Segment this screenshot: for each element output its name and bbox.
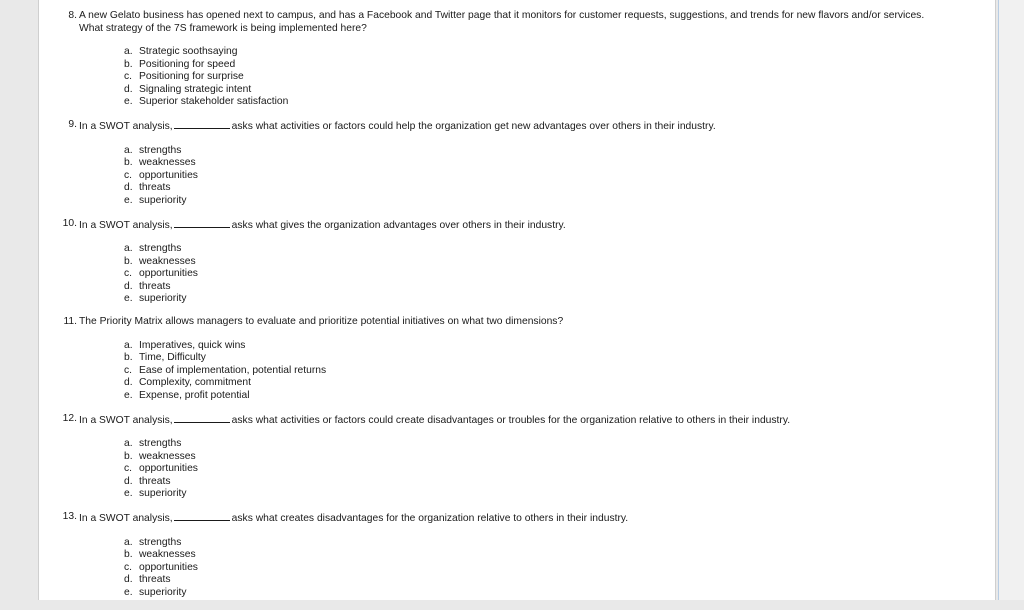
option-letter: c. — [124, 364, 133, 376]
option-text: superiority — [139, 586, 187, 598]
option-d[interactable] — [124, 476, 979, 489]
option-c[interactable] — [124, 365, 979, 378]
question-text — [79, 119, 979, 134]
option-letter: a. — [124, 243, 133, 254]
question-12 — [59, 413, 979, 501]
answer-options — [79, 438, 979, 501]
option-text: Strategic soothsaying — [139, 46, 238, 57]
option-letter: b. — [124, 549, 133, 560]
option-d[interactable] — [124, 574, 979, 587]
question-9 — [59, 119, 979, 207]
answer-blank — [174, 413, 230, 423]
option-d[interactable] — [124, 182, 979, 195]
option-a[interactable] — [124, 438, 979, 451]
option-letter: d. — [124, 574, 133, 585]
option-text: opportunities — [139, 268, 198, 279]
option-letter: e. — [124, 293, 133, 304]
option-text: weaknesses — [139, 450, 196, 462]
question-text-line-1: The Priority Matrix allows managers to evaluate and prioritize potential initiatives on what two dimensions? — [79, 316, 564, 327]
option-letter: a. — [124, 536, 133, 548]
option-letter: c. — [124, 268, 133, 279]
option-text: threats — [139, 182, 171, 193]
answer-options — [79, 145, 979, 208]
option-e[interactable] — [124, 390, 979, 403]
option-letter: d. — [124, 280, 133, 292]
option-d[interactable] — [124, 377, 979, 390]
option-letter: c. — [124, 169, 133, 181]
option-letter: e. — [124, 586, 133, 598]
answer-options — [79, 537, 979, 600]
option-text: Ease of implementation, potential returns — [139, 364, 327, 376]
question-number: 13. — [62, 511, 77, 522]
question-suffix: asks what creates disadvantages for the organization relative to others in their industry. — [231, 513, 629, 524]
option-text: Imperatives, quick wins — [139, 339, 246, 351]
option-text: Expense, profit potential — [139, 389, 250, 401]
option-a[interactable] — [124, 537, 979, 550]
answer-options — [79, 243, 979, 306]
option-e[interactable] — [124, 293, 979, 306]
option-letter: e. — [124, 488, 133, 499]
question-prefix: In a SWOT analysis, — [79, 513, 173, 524]
option-text: superiority — [139, 293, 187, 304]
answer-options — [79, 340, 979, 403]
option-text: weaknesses — [139, 549, 196, 560]
option-b[interactable] — [124, 256, 979, 269]
option-c[interactable] — [124, 71, 979, 84]
option-a[interactable] — [124, 46, 979, 59]
option-b[interactable] — [124, 352, 979, 365]
option-text: Positioning for speed — [139, 58, 236, 70]
option-letter: e. — [124, 194, 133, 206]
question-suffix: asks what gives the organization advantages over others in their industry. — [231, 219, 566, 231]
option-a[interactable] — [124, 340, 979, 353]
option-text: threats — [139, 475, 171, 487]
option-text: strengths — [139, 144, 182, 156]
option-text: strengths — [139, 536, 182, 548]
question-number: 12. — [62, 412, 77, 424]
question-10 — [59, 218, 979, 306]
question-number: 8. — [68, 10, 77, 21]
window-edge-scrollbar[interactable] — [998, 0, 1024, 600]
option-letter: d. — [124, 475, 133, 487]
option-text: opportunities — [139, 463, 198, 474]
option-text: threats — [139, 574, 171, 585]
answer-blank — [174, 218, 230, 228]
option-text: Complexity, commitment — [139, 377, 251, 388]
option-letter: a. — [124, 339, 133, 351]
option-text: superiority — [139, 488, 187, 499]
option-letter: c. — [124, 463, 133, 474]
option-text: threats — [139, 280, 171, 292]
answer-blank — [174, 511, 230, 521]
option-letter: b. — [124, 450, 133, 462]
option-letter: d. — [124, 377, 133, 388]
option-c[interactable] — [124, 463, 979, 476]
question-8 — [59, 10, 979, 109]
option-e[interactable] — [124, 587, 979, 600]
option-text: weaknesses — [139, 255, 196, 267]
answer-blank — [174, 119, 230, 129]
option-d[interactable] — [124, 84, 979, 97]
option-letter: a. — [124, 144, 133, 156]
option-text: weaknesses — [139, 157, 196, 168]
option-b[interactable] — [124, 549, 979, 562]
option-b[interactable] — [124, 59, 979, 72]
option-letter: d. — [124, 182, 133, 193]
option-letter: b. — [124, 157, 133, 168]
question-prefix: In a SWOT analysis, — [79, 121, 173, 132]
question-text-line-1: A new Gelato business has opened next to campus, and has a Facebook and Twitter page that it monitors for customer requests, suggestions, and trends for new flavors and/or services. — [79, 10, 925, 21]
option-letter: d. — [124, 83, 133, 95]
option-text: Signaling strategic intent — [139, 83, 252, 95]
question-suffix: asks what activities or factors could create disadvantages or troubles for the organization relative to others in their industry. — [231, 414, 791, 426]
option-e[interactable] — [124, 96, 979, 109]
question-text-line-2: What strategy of the 7S framework is being implemented here? — [79, 22, 367, 34]
question-text — [79, 413, 979, 428]
question-text — [79, 511, 979, 526]
option-letter: b. — [124, 58, 133, 70]
option-text: Time, Difficulty — [139, 352, 206, 363]
option-text: strengths — [139, 243, 182, 254]
option-letter: b. — [124, 352, 133, 363]
option-d[interactable] — [124, 281, 979, 294]
option-a[interactable] — [124, 145, 979, 158]
option-letter: c. — [124, 71, 133, 82]
option-text: opportunities — [139, 561, 198, 573]
question-number: 10. — [62, 217, 77, 229]
question-13 — [59, 511, 979, 599]
option-letter: e. — [124, 389, 133, 401]
option-text: Positioning for surprise — [139, 71, 244, 82]
question-text — [79, 218, 979, 233]
option-c[interactable] — [124, 170, 979, 183]
question-number: 11. — [63, 316, 77, 327]
option-b[interactable] — [124, 157, 979, 170]
option-e[interactable] — [124, 488, 979, 501]
option-letter: a. — [124, 46, 133, 57]
option-letter: a. — [124, 438, 133, 449]
option-a[interactable] — [124, 243, 979, 256]
document-page — [38, 0, 996, 600]
question-suffix: asks what activities or factors could help the organization get new advantages over others in their industry. — [231, 121, 716, 132]
question-number: 9. — [68, 119, 77, 130]
option-b[interactable] — [124, 451, 979, 464]
answer-options — [79, 46, 979, 109]
option-text: strengths — [139, 438, 182, 449]
option-text: opportunities — [139, 169, 198, 181]
option-c[interactable] — [124, 268, 979, 281]
option-text: superiority — [139, 194, 187, 206]
question-prefix: In a SWOT analysis, — [79, 414, 173, 426]
option-c[interactable] — [124, 562, 979, 575]
option-e[interactable] — [124, 195, 979, 208]
option-letter: e. — [124, 96, 133, 107]
question-list — [59, 10, 979, 610]
question-prefix: In a SWOT analysis, — [79, 219, 173, 231]
option-letter: c. — [124, 561, 133, 573]
option-letter: b. — [124, 255, 133, 267]
question-11 — [59, 316, 979, 402]
option-text: Superior stakeholder satisfaction — [139, 96, 289, 107]
